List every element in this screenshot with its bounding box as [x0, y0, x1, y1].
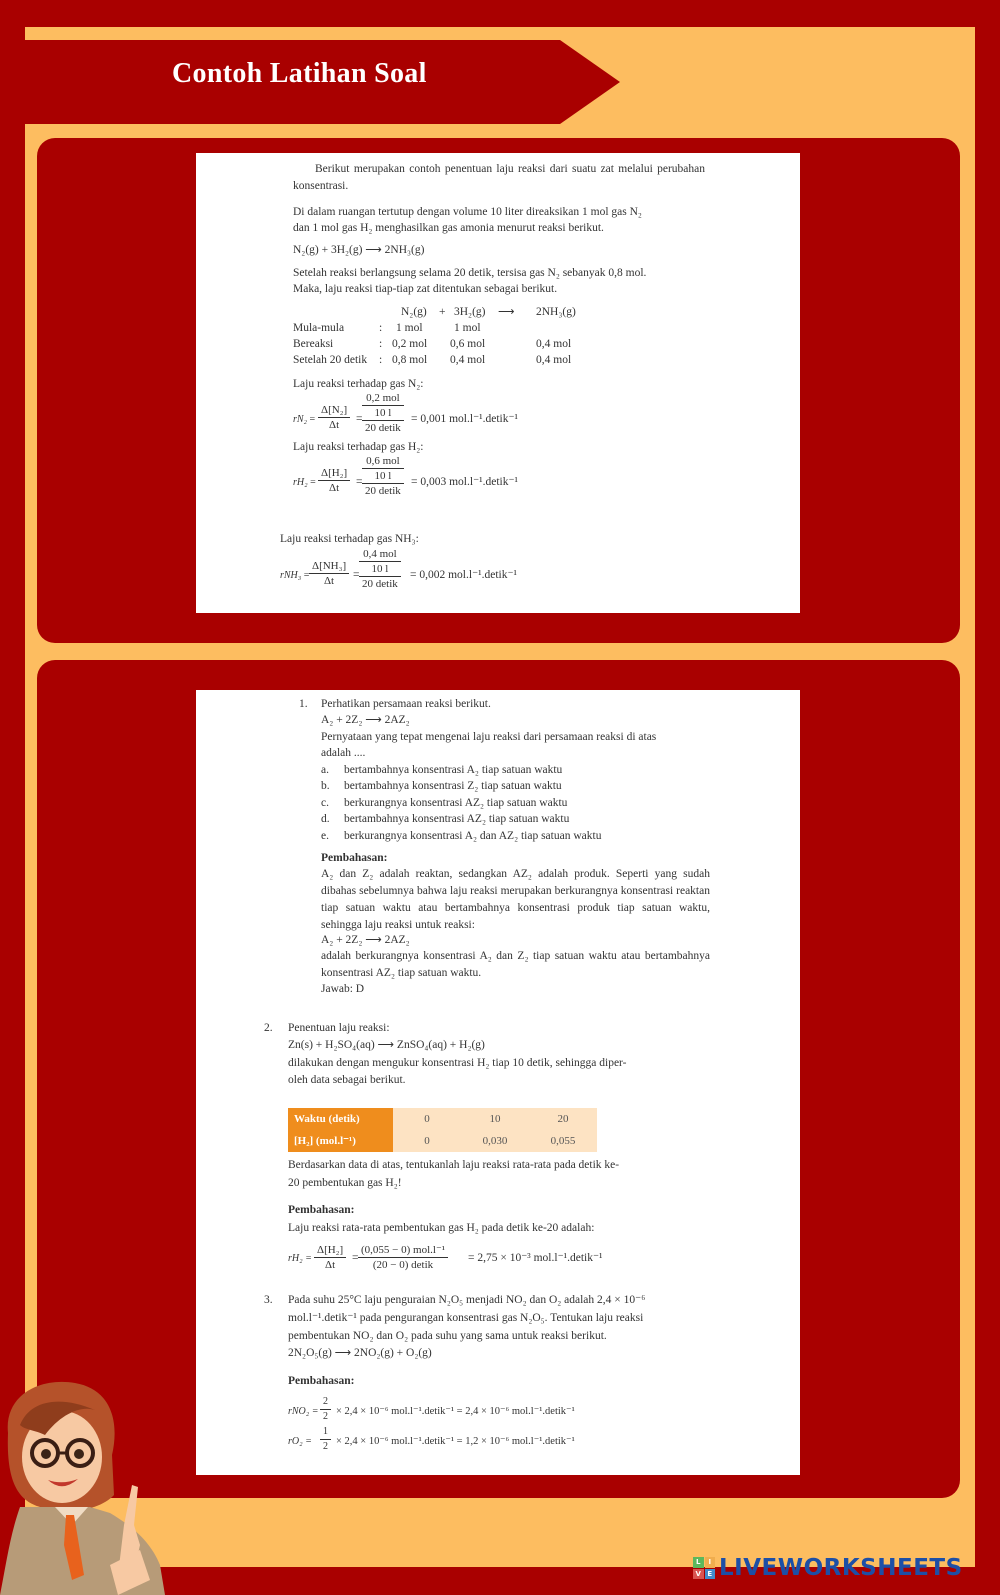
table-cell: 0,4 mol: [450, 354, 486, 366]
question-prompt: Penentuan laju reaksi:: [288, 1022, 390, 1034]
option-letter: b.: [321, 780, 330, 792]
example-intro: Berikut merupakan contoh penentuan laju reaksi dari suatu zat melalui perubahan konsentrasi.: [293, 163, 705, 192]
coefficient-fraction: $\frac{1}{2}$: [320, 1425, 331, 1454]
question-reaction: Zn(s) + H₂SO₄(aq) ⟶ ZnSO₄(aq) + H₂(g): [288, 1039, 485, 1051]
rate-result: = 0,001 mol.l⁻¹.detik⁻¹: [411, 413, 518, 425]
rate-result: × 2,4 × 10⁻⁶ mol.l⁻¹.detik⁻¹ = 1,2 × 10⁻⁶ mol.l⁻¹.detik⁻¹: [336, 1436, 575, 1447]
question-text: Pernyataan yang tepat mengenai laju reaksi dari persamaan reaksi di atas: [321, 731, 657, 743]
question-text: oleh data sebagai berikut.: [288, 1074, 406, 1086]
table-header-arrow: ⟶: [498, 306, 515, 318]
table-cell: 1 mol: [454, 322, 481, 334]
teacher-character-illustration: [0, 1375, 165, 1595]
table-cell: 0,6 mol: [450, 338, 486, 350]
rate-delta-fraction: $\frac{\text{Δ[H₂]}}{\Delta t}$: [314, 1243, 346, 1272]
rate-value-fraction: 0,6 mol 10 l 20 detik: [362, 454, 404, 498]
example-after-line: Setelah reaksi berlangsung selama 20 detik, tersisa gas N₂ sebanyak 0,8 mol.: [293, 267, 647, 279]
rate-delta-fraction: $\frac{\text{Δ[NH₃]}}{\Delta t}$: [309, 559, 349, 588]
question-reaction: A₂ + 2Z₂ ⟶ 2AZ₂: [321, 714, 410, 726]
option-text: berkurangnya konsentrasi A₂ dan AZ₂ tiap satuan waktu: [344, 830, 602, 842]
brand-logo-icon: L I V E: [693, 1557, 715, 1579]
table-row: [288, 1108, 597, 1130]
table-cell: 20: [529, 1108, 597, 1130]
table-header-n2: N₂(g): [401, 306, 427, 318]
question-text: mol.l⁻¹.detik⁻¹ pada pengurangan konsentrasi gas N₂O₅. Tentukan laju reaksi: [288, 1312, 644, 1324]
table-row-label: Mula-mula: [293, 322, 345, 334]
rate-symbol: rH₂ =: [293, 477, 316, 488]
option-letter: e.: [321, 830, 329, 842]
rate-result: × 2,4 × 10⁻⁶ mol.l⁻¹.detik⁻¹ = 2,4 × 10⁻⁶ mol.l⁻¹.detik⁻¹: [336, 1406, 575, 1417]
table-row-sep: :: [379, 322, 383, 334]
equals-sign: =: [353, 569, 360, 581]
rate-result: = 2,75 × 10⁻³ mol.l⁻¹.detik⁻¹: [468, 1252, 603, 1264]
brand-name: LIVEWORKSHEETS: [719, 1555, 963, 1581]
rate-result: = 0,003 mol.l⁻¹.detik⁻¹: [411, 476, 518, 488]
table-header-h2: 3H₂(g): [454, 306, 486, 318]
question-text: Berdasarkan data di atas, tentukanlah laju reaksi rata-rata pada detik ke-: [288, 1159, 620, 1171]
question-number: 1.: [299, 698, 308, 710]
option-text: berkurangnya konsentrasi AZ₂ tiap satuan waktu: [344, 797, 568, 809]
answer-text: Jawab: D: [321, 983, 365, 995]
table-row-label: Setelah 20 detik: [293, 354, 368, 366]
table-cell: 0,4 mol: [536, 354, 572, 366]
table-header-plus: +: [439, 306, 446, 318]
table-cell: 0,4 mol: [536, 338, 572, 350]
table-cell: 0,030: [461, 1130, 529, 1152]
table-row-sep: :: [379, 338, 383, 350]
rate-delta-fraction: $\frac{\text{Δ[H₂]}}{\Delta t}$: [318, 466, 350, 495]
rate-title: Laju reaksi terhadap gas NH₃:: [280, 533, 419, 545]
question-text: 20 pembentukan gas H₂!: [288, 1177, 402, 1189]
option-letter: c.: [321, 797, 329, 809]
data-table: [288, 1108, 597, 1152]
table-head-cell: [H₂] (mol.l⁻¹): [288, 1130, 393, 1152]
table-cell: 0: [393, 1108, 461, 1130]
rate-value-fraction: 0,4 mol 10 l 20 detik: [359, 547, 401, 591]
option-text: bertambahnya konsentrasi AZ₂ tiap satuan waktu: [344, 813, 570, 825]
discussion-label: Pembahasan:: [288, 1204, 355, 1216]
question-reaction: 2N₂O₅(g) ⟶ 2NO₂(g) + O₂(g): [288, 1347, 432, 1359]
example-setup-line: Di dalam ruangan tertutup dengan volume 10 liter direaksikan 1 mol gas N₂: [293, 206, 642, 218]
option-letter: d.: [321, 813, 330, 825]
exercise-page: [196, 690, 800, 1475]
rate-result: = 0,002 mol.l⁻¹.detik⁻¹: [410, 569, 517, 581]
discussion-label: Pembahasan:: [321, 852, 388, 864]
example-page: [196, 153, 800, 613]
option-letter: a.: [321, 764, 329, 776]
rate-title: Laju reaksi terhadap gas N₂:: [293, 378, 424, 390]
table-head-cell: Waktu (detik): [288, 1108, 393, 1130]
question-number: 2.: [264, 1022, 273, 1034]
rate-symbol: rN₂ =: [293, 414, 316, 425]
table-cell: 10: [461, 1108, 529, 1130]
discussion-conclusion: adalah berkurangnya konsentrasi A₂ dan Z₂ tiap satuan waktu atau bertambahnya konsentrasi AZ₂ tiap satuan waktu.: [321, 950, 710, 979]
rate-value-fraction: 0,2 mol 10 l 20 detik: [362, 391, 404, 435]
discussion-reaction: A₂ + 2Z₂ ⟶ 2AZ₂: [321, 934, 410, 946]
option-text: bertambahnya konsentrasi Z₂ tiap satuan waktu: [344, 780, 562, 792]
rate-title: Laju reaksi terhadap gas H₂:: [293, 441, 424, 453]
discussion-text: Laju reaksi rata-rata pembentukan gas H₂ pada detik ke-20 adalah:: [288, 1222, 595, 1234]
equals-sign: =: [356, 476, 363, 488]
question-prompt: Perhatikan persamaan reaksi berikut.: [321, 698, 491, 710]
rate-value-fraction: (0,055 − 0) mol.l⁻¹ (20 − 0) detik: [358, 1243, 448, 1272]
question-text: adalah ....: [321, 747, 366, 759]
table-cell: 1 mol: [396, 322, 423, 334]
table-cell: 0,2 mol: [392, 338, 428, 350]
equals-sign: =: [352, 1252, 359, 1264]
page-title: Contoh Latihan Soal: [172, 58, 427, 89]
table-cell: 0,055: [529, 1130, 597, 1152]
rate-symbol: rH₂ =: [288, 1253, 312, 1264]
question-text: Pada suhu 25°C laju penguraian N₂O₅ menjadi NO₂ dan O₂ adalah 2,4 × 10⁻⁶: [288, 1294, 646, 1306]
discussion-text: A₂ dan Z₂ adalah reaktan, sedangkan AZ₂ adalah produk. Seperti yang sudah dibahas sebelumnya bahwa laju reaksi merupakan berkurangnya konsentrasi reaktan tiap satuan waktu atau bertambahnya konsentrasi produk tiap satuan waktu, sehingga laju reaksi untuk reaksi:: [321, 868, 710, 931]
table-row: [288, 1130, 597, 1152]
coefficient-fraction: $\frac{2}{2}$: [320, 1395, 331, 1424]
discussion-label: Pembahasan:: [288, 1375, 355, 1387]
equals-sign: =: [356, 413, 363, 425]
table-row-sep: :: [379, 354, 383, 366]
option-text: bertambahnya konsentrasi A₂ tiap satuan waktu: [344, 764, 563, 776]
table-cell: 0,8 mol: [392, 354, 428, 366]
question-text: dilakukan dengan mengukur konsentrasi H₂ tiap 10 detik, sehingga diper-: [288, 1057, 627, 1069]
table-header-nh3: 2NH₃(g): [536, 306, 576, 318]
example-setup-line: dan 1 mol gas H₂ menghasilkan gas amonia menurut reaksi berikut.: [293, 222, 604, 234]
table-cell: 0: [393, 1130, 461, 1152]
rate-symbol: rNO₂ =: [288, 1406, 319, 1417]
rate-symbol: rO₂ =: [288, 1436, 312, 1447]
rate-symbol: rNH₃ =: [280, 570, 310, 581]
example-after-line: Maka, laju reaksi tiap-tiap zat ditentukan sebagai berikut.: [293, 283, 558, 295]
table-row-label: Bereaksi: [293, 338, 334, 350]
example-reaction: N₂(g) + 3H₂(g) ⟶ 2NH₃(g): [293, 244, 425, 256]
rate-delta-fraction: $\frac{\text{Δ[N₂]}}{\Delta t}$: [318, 403, 350, 432]
question-text: pembentukan NO₂ dan O₂ pada suhu yang sama untuk reaksi berikut.: [288, 1330, 607, 1342]
liveworksheets-logo: [693, 1553, 963, 1583]
question-number: 3.: [264, 1294, 273, 1306]
